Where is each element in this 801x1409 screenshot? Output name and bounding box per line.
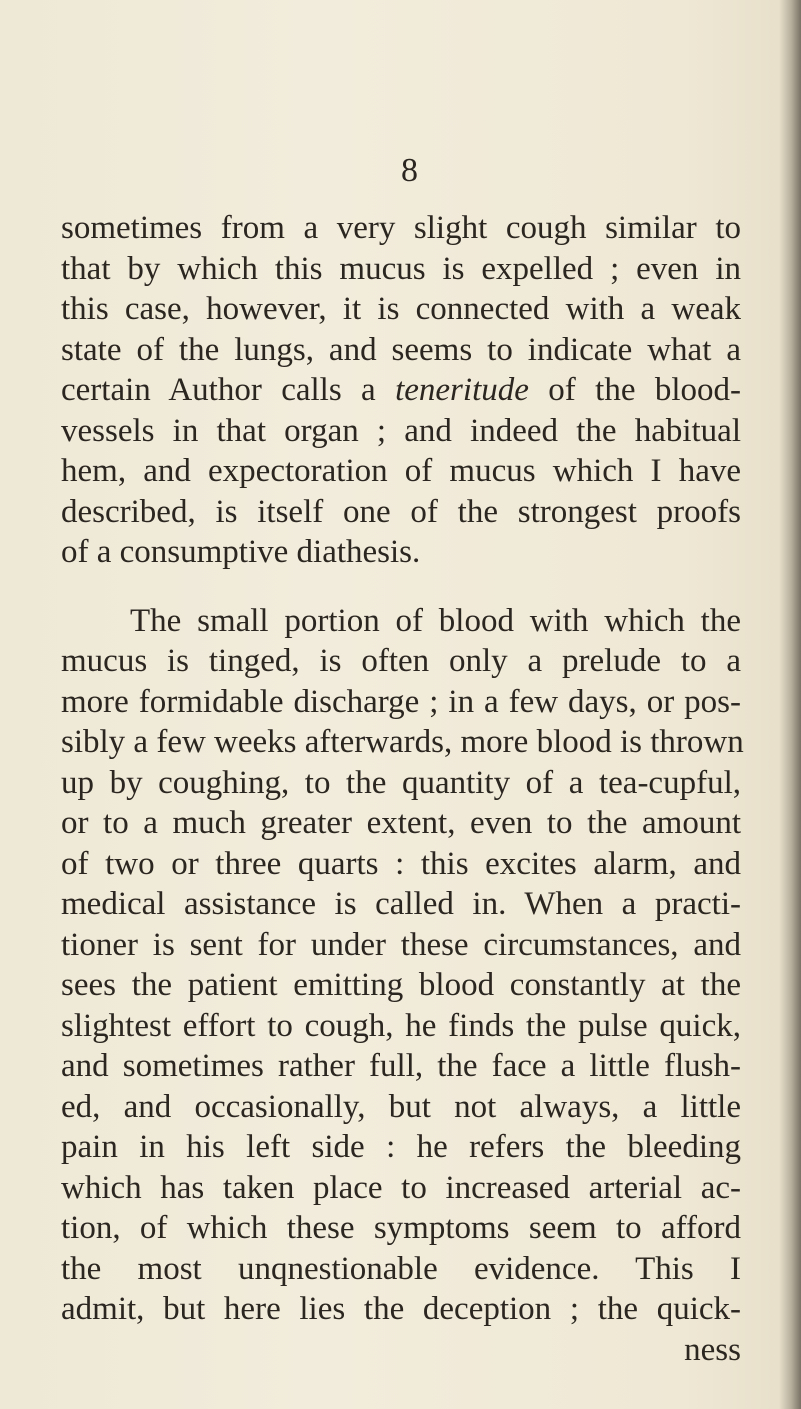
paragraph-gap <box>61 573 741 601</box>
text-line: described, is itself one of the strongest proofs <box>61 493 741 530</box>
text-line: hem, and expectoration of mucus which I have <box>61 453 741 489</box>
text-line: or to a much greater extent, even to the amount <box>61 805 741 841</box>
text-line <box>61 370 741 411</box>
text-line: slightest effort to cough, he finds the pulse quick, <box>61 1007 741 1044</box>
text-segment: certain Author calls a <box>61 372 376 408</box>
text-segment: of the blood- <box>548 372 742 408</box>
text-line: sibly a few weeks afterwards, more blood is thrown <box>61 724 744 760</box>
page-number: 8 <box>401 152 419 189</box>
text-line: admit, but here lies the deception ; the quick- <box>61 1291 741 1327</box>
text-line: sometimes from a very slight cough similar to <box>61 210 741 246</box>
text-line: pain in his left side : he refers the bleeding <box>61 1129 741 1165</box>
text-line: The small portion of blood with which the <box>130 602 741 639</box>
text-line: which has taken place to increased arterial ac- <box>61 1169 741 1206</box>
text-line: tioner is sent for under these circumstances, and <box>61 926 741 963</box>
text-line: the most unqnestionable evidence. This I <box>61 1250 741 1287</box>
italic-term: teneritude <box>395 372 529 408</box>
text-line: and sometimes rather full, the face a little flush- <box>61 1048 741 1084</box>
text-line: that by which this mucus is expelled ; even in <box>61 250 741 287</box>
text-line: mucus is tinged, is often only a prelude to a <box>61 643 741 679</box>
text-line: state of the lungs, and seems to indicate what a <box>61 331 741 368</box>
text-line: more formidable discharge ; in a few days, or pos- <box>61 683 741 720</box>
body-text <box>61 208 744 1370</box>
text-line: this case, however, it is connected with a weak <box>61 291 741 327</box>
catchword: ness <box>684 1331 741 1368</box>
text-line: tion, of which these symptoms seem to afford <box>61 1210 741 1246</box>
text-line: ed, and occasionally, but not always, a little <box>61 1088 741 1125</box>
text-line: vessels in that organ ; and indeed the habitual <box>61 412 741 449</box>
text-line: of two or three quarts : this excites alarm, and <box>61 845 741 882</box>
text-line: medical assistance is called in. When a practi- <box>61 886 741 922</box>
page-edge-shadow <box>779 0 801 1409</box>
text-line: sees the patient emitting blood constantly at the <box>61 967 741 1003</box>
text-line: up by coughing, to the quantity of a tea-cupful, <box>61 764 741 801</box>
text-line: of a consumptive diathesis. <box>61 534 421 570</box>
